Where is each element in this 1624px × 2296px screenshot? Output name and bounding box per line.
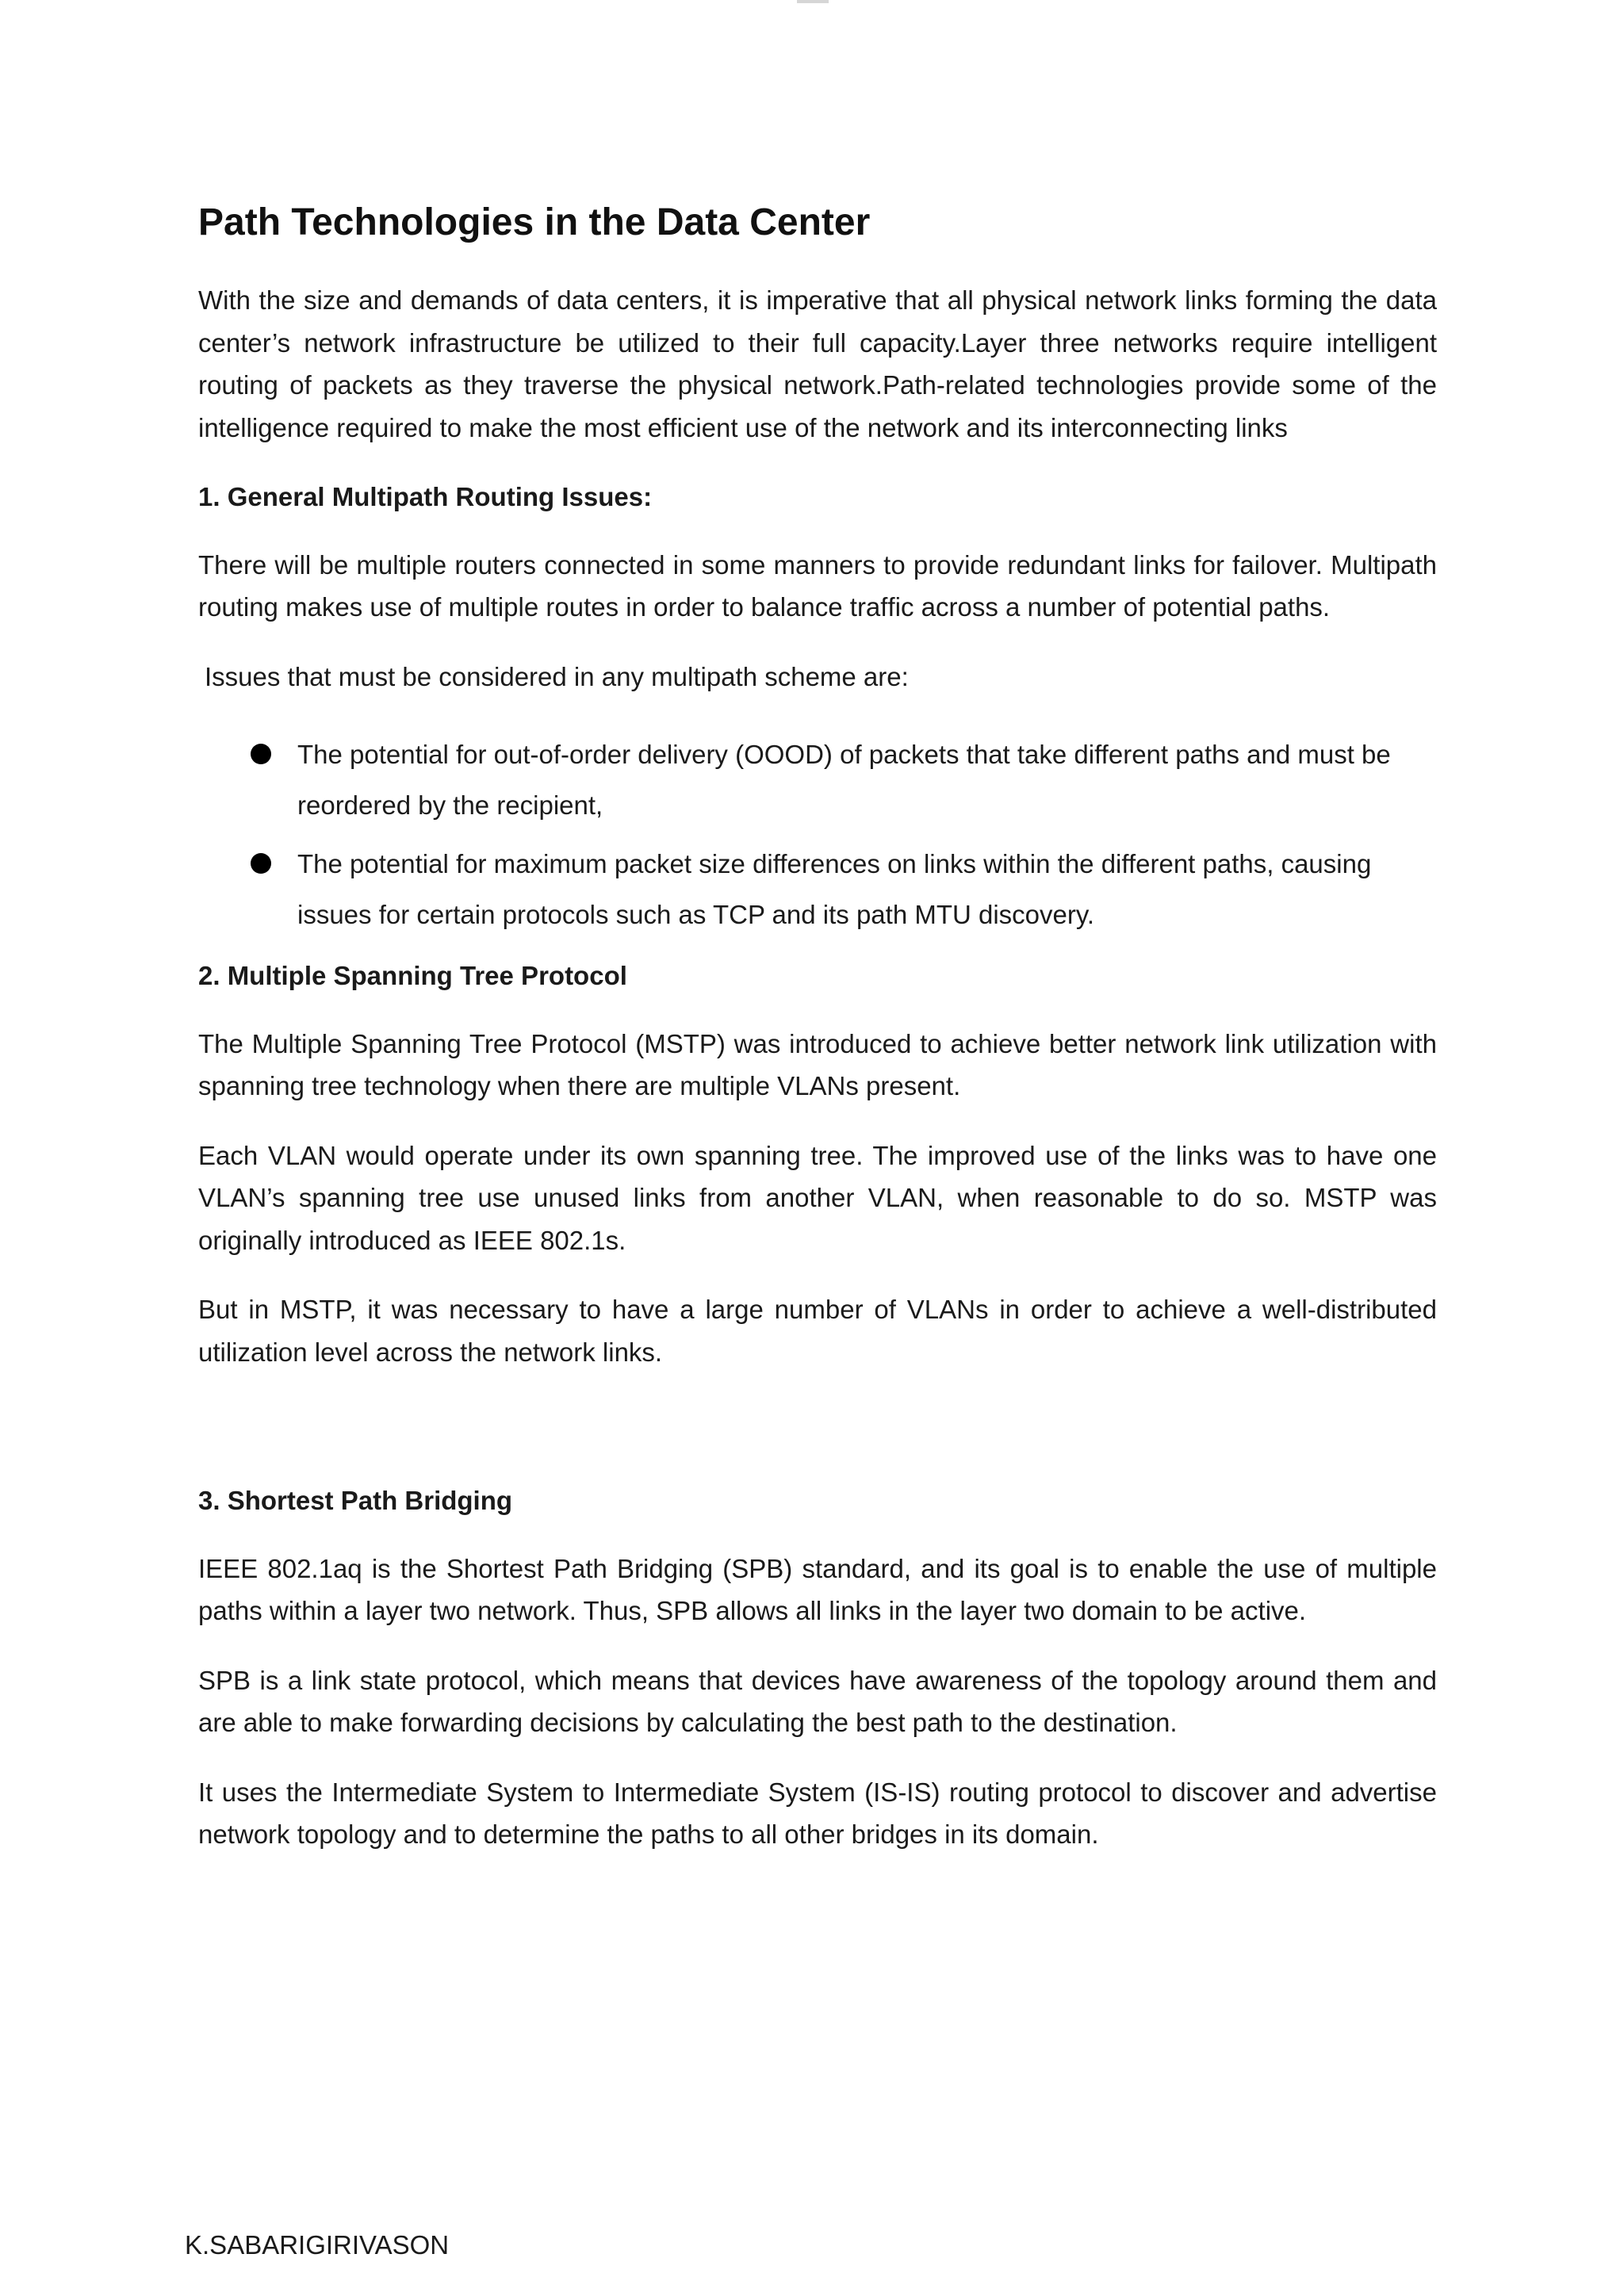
bullet-item: [198, 839, 1437, 940]
bullet-dot-icon: [251, 853, 271, 874]
section-paragraph: Each VLAN would operate under its own spanning tree. The improved use of the links was to have one VLAN’s spanning tree use unused links from another VLAN, when reasonable to do so. MSTP was originally introduced as IEEE 802.1s.: [198, 1140, 1437, 1255]
section-heading: 2. Multiple Spanning Tree Protocol: [198, 961, 627, 990]
section-heading: 3. Shortest Path Bridging: [198, 1486, 513, 1515]
document-page: [198, 198, 1437, 1883]
section-paragraph: IEEE 802.1aq is the Shortest Path Bridging (SPB) standard, and its goal is to enable the use of multiple paths within a layer two network. Thus, SPB allows all links in the layer two domain to be active.: [198, 1553, 1437, 1625]
intro-paragraph: With the size and demands of data centers, it is imperative that all physical network links forming the data center’s network infrastructure be utilized to their full capacity.Layer three networks require intelligent routing of packets as they traverse the physical network.Path-related technologies provide some of the intelligence required to make the most efﬁcient use of the network and its interconnecting links: [198, 285, 1437, 442]
bullet-text: The potential for out-of-order delivery (OOOD) of packets that take different paths and must be reordered by the recipient,: [297, 740, 1391, 820]
section-paragraph: There will be multiple routers connected in some manners to provide redundant links for failover. Multipath routing makes use of multiple routes in order to balance trafﬁc across a number of potential paths.: [198, 549, 1437, 622]
page-header-mark: [797, 0, 829, 3]
section-heading: 1. General Multipath Routing Issues:: [198, 482, 653, 511]
page-footer-author: K.SABARIGIRIVASON: [185, 2230, 450, 2260]
bullet-item: [198, 729, 1437, 831]
section-paragraph: It uses the Intermediate System to Intermediate System (IS-IS) routing protocol to discover and advertise network topology and to determine the paths to all other bridges in its domain.: [198, 1777, 1437, 1849]
document-title: Path Technologies in the Data Center: [198, 201, 871, 243]
section-spb: [198, 1479, 1437, 1856]
section-mstp: [198, 955, 1437, 1373]
bullet-dot-icon: [251, 744, 271, 764]
issues-lead-in: Issues that must be considered in any multipath scheme are:: [205, 661, 909, 691]
section-multipath-routing: [198, 476, 1437, 940]
section-paragraph: But in MSTP, it was necessary to have a large number of VLANs in order to achieve a well-distributed utilization level across the network links.: [198, 1295, 1437, 1367]
section-paragraph: The Multiple Spanning Tree Protocol (MSTP) was introduced to achieve better network link utilization with spanning tree technology when there are multiple VLANs present.: [198, 1028, 1437, 1100]
section-spacer: [198, 1400, 1437, 1479]
issues-bullet-list: [198, 729, 1437, 940]
bullet-text: The potential for maximum packet size differences on links within the different paths, causing issues for certain protocols such as TCP and its path MTU discovery.: [297, 849, 1372, 929]
section-paragraph: SPB is a link state protocol, which means that devices have awareness of the topology around them and are able to make forwarding decisions by calculating the best path to the destination.: [198, 1665, 1437, 1737]
